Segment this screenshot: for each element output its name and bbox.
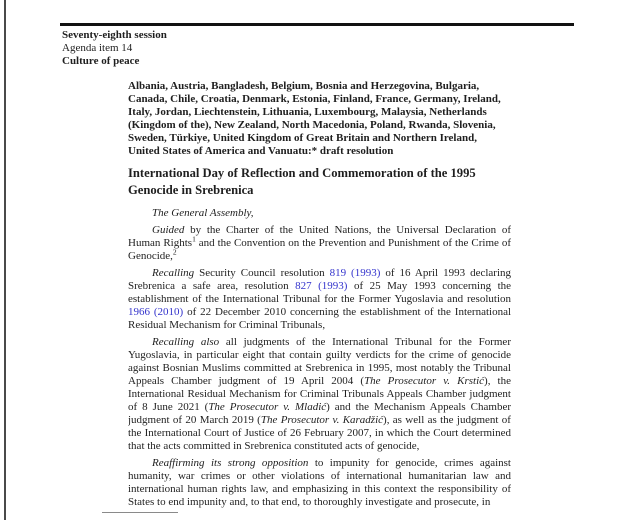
text-run: to impunity for genocide, crimes against humanity, war crimes or other violations of international humanitarian law and international human rights law, and emphasizing in this context the responsibility of States to end impunity and, to that end, to thoroughly investigate and prosecute, in bbox=[128, 457, 511, 508]
body-paragraph bbox=[128, 224, 511, 263]
page-left-border bbox=[4, 0, 6, 520]
text-run: ) and the Mechanism Appeals Chamber judgment of 20 March 2019 ( bbox=[128, 401, 511, 426]
text-run: of 16 April 1993 declaring Srebrenica a safe area, resolution bbox=[128, 267, 511, 292]
text-run: The Prosecutor v. Krstić bbox=[364, 375, 485, 387]
text-run: of 22 December 2010 concerning the establishment of the International Residual Mechanism for Criminal Tribunals, bbox=[128, 306, 511, 331]
resolution-title: International Day of Reflection and Commemoration of the 1995 Genocide in Srebrenica bbox=[128, 166, 476, 197]
sponsors-list: Albania, Austria, Bangladesh, Belgium, Bosnia and Herzegovina, Bulgaria, Canada, Chile, Croatia, Denmark, Estonia, Finland, France, Germany, Ireland, Italy, Jordan, Liechtenstein, Lithuania, Luxembourg, Malaysia, Netherlands (Kingdom of the), New Zealand, North Macedonia, Poland, Rwanda, Slovenia, Sweden, Türkiye, United Kingdom of Great Britain and Northern Ireland, United States of America and Vanuatu:* draft resolution bbox=[128, 80, 501, 157]
text-run: The General Assembly, bbox=[152, 207, 254, 219]
resolution-content bbox=[128, 80, 511, 508]
text-run: ), as well as the judgment of the International Court of Justice of 26 February 2007, in which the Court determined that the acts committed in Srebrenica constituted acts of genocide, bbox=[128, 414, 511, 452]
resolution-link[interactable]: 819 (1993) bbox=[329, 267, 381, 279]
header-rule bbox=[60, 23, 574, 26]
body-paragraph bbox=[128, 207, 511, 220]
text-run: Security Council resolution bbox=[194, 267, 330, 279]
resolution-body bbox=[128, 207, 511, 508]
text-run: Recalling also bbox=[152, 336, 220, 348]
text-run: Recalling bbox=[152, 267, 195, 279]
text-run: ), the International Residual Mechanism for Criminal Tribunals Appeals Chamber judgment of 8 June 2021 ( bbox=[128, 375, 511, 413]
text-run: of 25 May 1993 concerning the establishment of the International Tribunal for the Former Yugoslavia and resolution bbox=[128, 280, 511, 305]
text-run: The Prosecutor v. Mladić bbox=[208, 401, 327, 413]
text-run: The Prosecutor v. Karadžić bbox=[260, 414, 384, 426]
footnote-separator bbox=[102, 512, 178, 513]
session-line: Seventy-eighth session bbox=[62, 29, 167, 41]
body-paragraph bbox=[128, 336, 511, 453]
text-run: all judgments of the International Tribunal for the Former Yugoslavia, in particular eight that contain guilty verdicts for the crime of genocide against Bosnian Muslims committed at Srebrenica in 1995, most notably the Tribunal Appeals Chamber judgment of 19 April 2004 ( bbox=[128, 336, 511, 387]
body-paragraph bbox=[128, 267, 511, 332]
body-paragraph bbox=[128, 457, 511, 508]
text-run: Reaffirming its strong opposition bbox=[152, 457, 309, 469]
resolution-link[interactable]: 827 (1993) bbox=[295, 280, 348, 292]
footnote-marker: 2 bbox=[172, 247, 177, 257]
agenda-item-line: Agenda item 14 bbox=[62, 42, 133, 54]
document-header bbox=[62, 29, 167, 68]
resolution-link[interactable]: 1966 (2010) bbox=[128, 306, 184, 318]
text-run: and the Convention on the Prevention and Punishment of the Crime of Genocide, bbox=[128, 237, 511, 262]
text-run: by the Charter of the United Nations, the Universal Declaration of Human Rights bbox=[128, 224, 511, 249]
footnote-marker: 1 bbox=[192, 234, 196, 244]
committee-line: Culture of peace bbox=[62, 55, 140, 67]
text-run: Guided bbox=[152, 224, 185, 236]
